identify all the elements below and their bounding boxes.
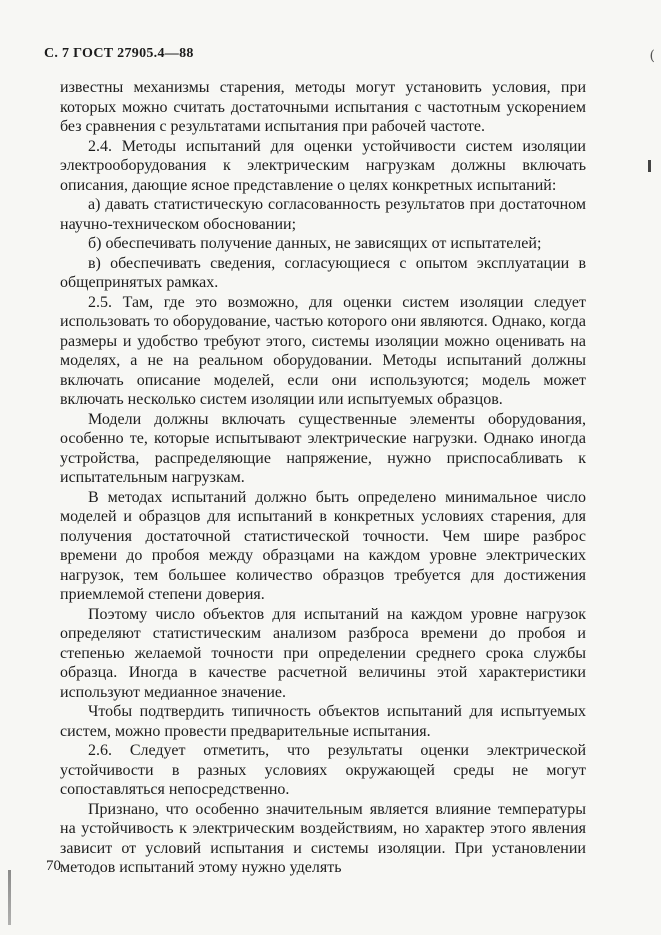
paragraph: Модели должны включать существенные элементы оборудования, особенно те, которые испытывают электрические нагрузки. Однако иногда устройства, распределяющие напряжение, нужно приспосабливать к испытательным нагрузкам. [60,410,586,486]
list-item-c: в) обеспечивать сведения, согласующиеся с опытом эксплуатации в общепринятых рамках. [60,254,586,291]
scan-mark-top: ( [649,48,655,64]
paragraph: известны механизмы старения, методы могут установить условия, при которых можно считать достаточными испытания с частотным ускорением без сравнения с результатами испытания при рабочей частоте. [60,79,586,135]
paragraph: Признано, что особенно значительным является влияние температуры на устойчивость к электрическим воздействиям, но характер этого явления зависит от условий испытания и системы изоляции. При установлении методов испытаний этому нужно уделять [60,800,586,876]
page-number: 70 [46,858,61,874]
paragraph-section-2-5: 2.5. Там, где это возможно, для оценки систем изоляции следует использовать то оборудование, частью которого они являются. Однако, когда размеры и удобство требуют этого, системы изоляции можно оценивать на моделях, а не на реальном оборудовании. Методы испытаний должны включать описание моделей, если они используются; модель может включать несколько систем изоляции или испытуемых образцов. [60,293,586,408]
scan-mark-mid [648,160,651,172]
list-item-b: б) обеспечивать получение данных, не зависящих от испытателей; [88,235,542,252]
paragraph: В методах испытаний должно быть определено минимальное число моделей и образцов для испытаний в конкретных условиях старения, для получения достаточной статистической точности. Чем шире разброс времени до пробоя между образцами на каждом уровне электрических нагрузок, тем большее количество образцов требуется для достижения приемлемой степени доверия. [60,488,586,603]
paragraph-section-2-6: 2.6. Следует отметить, что результаты оценки электрической устойчивости в разных условиях окружающей среды не могут сопоставляться непосредственно. [60,742,586,798]
paragraph-section-2-4: 2.4. Методы испытаний для оценки устойчивости систем изоляции электрооборудования к электрическим нагрузкам должны включать описания, дающие ясное представление о целях конкретных испытаний: [60,137,586,194]
list-item-a: а) давать статистическую согласованность результатов при достаточном научно-техническом обосновании; [60,196,586,233]
paragraph: Поэтому число объектов для испытаний на каждом уровне нагрузок определяют статистическим анализом разброса времени до пробоя и степенью желаемой точности при определении среднего срока службы образца. Иногда в качестве расчетной величины этой характеристики используют медианное значение. [60,605,586,701]
scan-edge-mark [8,870,11,925]
page-header: С. 7 ГОСТ 27905.4—88 [44,46,194,61]
paragraph: Чтобы подтвердить типичность объектов испытаний для испытуемых систем, можно провести предварительные испытания. [60,703,586,740]
body-text [60,78,586,878]
